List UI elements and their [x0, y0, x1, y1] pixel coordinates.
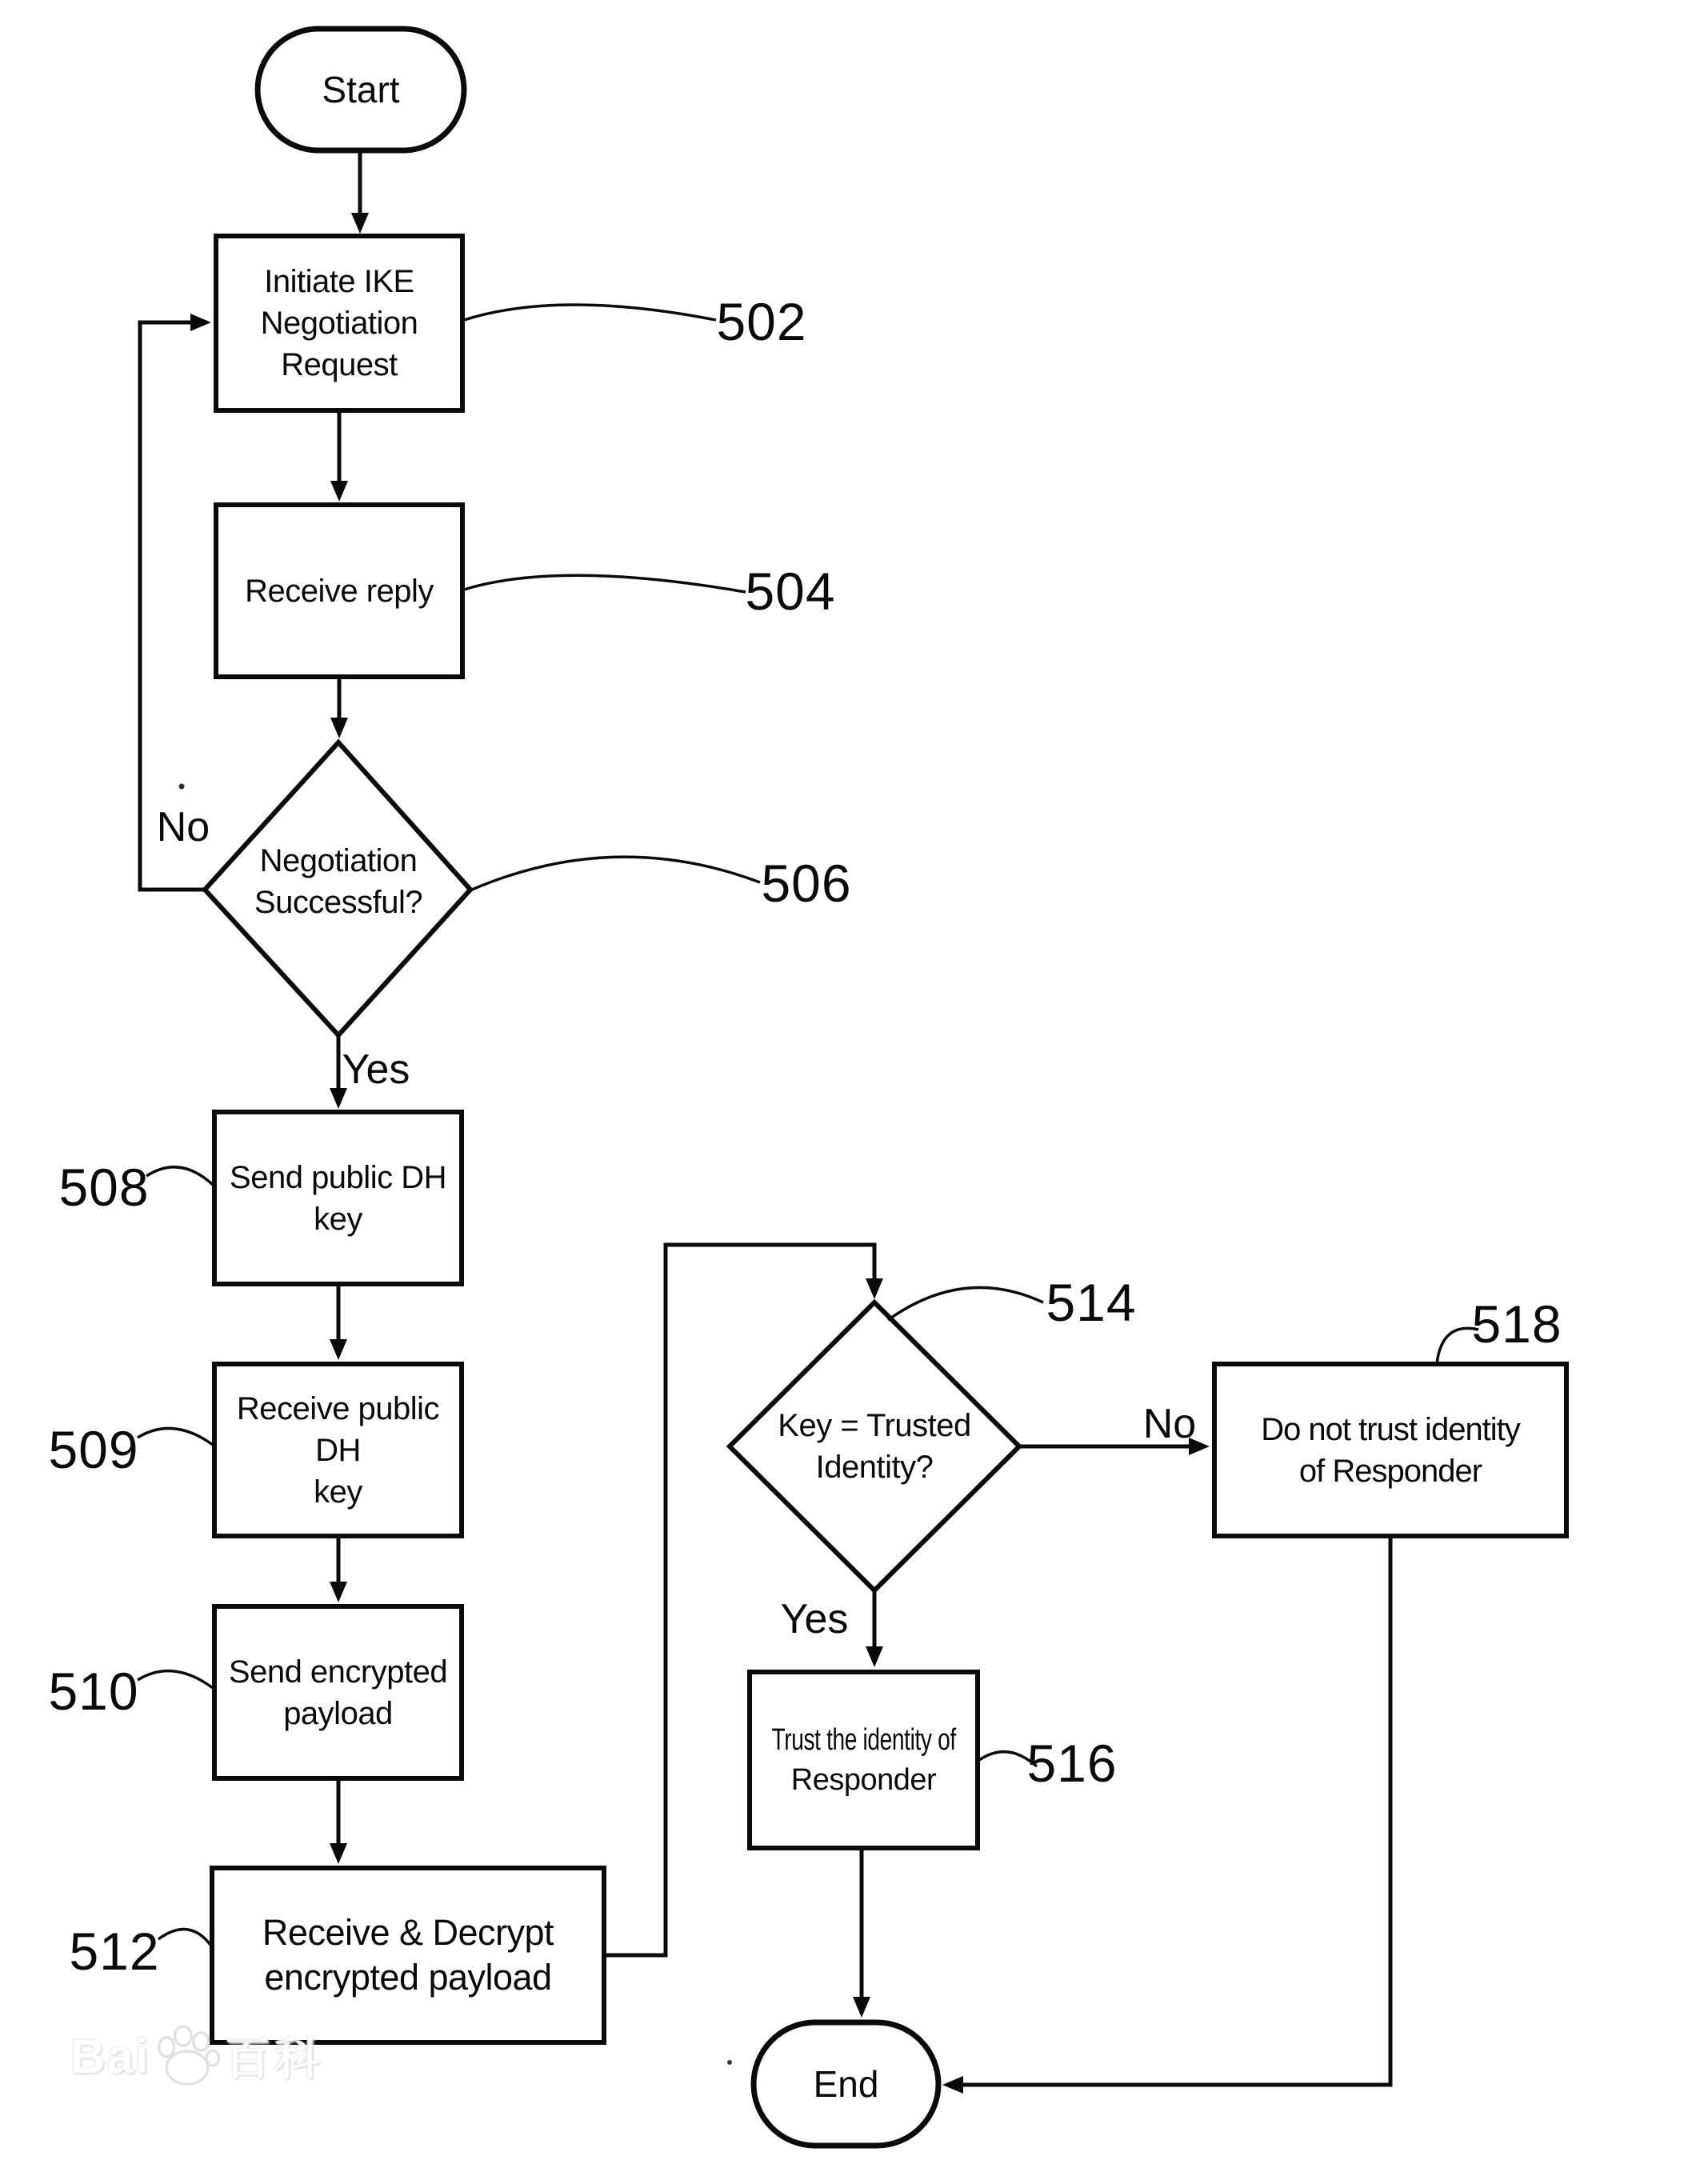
arrow-502-to-504 — [330, 410, 348, 502]
arrow-510-to-512 — [330, 1778, 347, 1864]
negotiation-successful-label — [218, 802, 458, 962]
start-text: Start — [322, 69, 400, 110]
key-trusted-line2: Identity? — [815, 1450, 934, 1485]
negotiation-line1: Negotiation — [259, 843, 418, 878]
receive-reply-line1: Receive reply — [245, 573, 434, 609]
end-terminator-label — [754, 2022, 938, 2146]
initiate-ike-line3: Request — [281, 347, 398, 382]
connector-518-to-end — [942, 1536, 1390, 2094]
do-not-trust-line1: Do not trust identity — [1261, 1411, 1520, 1447]
scan-speck — [727, 2060, 732, 2065]
arrow-509-to-510 — [330, 1536, 347, 1602]
receive-decrypt-line1: Receive & Decrypt — [262, 1912, 554, 1953]
leader-506 — [472, 857, 760, 890]
receive-decrypt-line2: encrypted payload — [264, 1957, 552, 1998]
receive-public-dh-line2: key — [314, 1474, 362, 1510]
initiate-ike-line1: Initiate IKE — [264, 264, 414, 299]
leader-512 — [158, 1930, 210, 1945]
leader-514 — [888, 1287, 1043, 1320]
end-text: End — [813, 2063, 879, 2105]
initiate-ike-label — [216, 236, 462, 410]
ref-509: 509 — [48, 1420, 139, 1479]
ref-512: 512 — [69, 1922, 160, 1981]
ref-502: 502 — [716, 292, 807, 351]
trust-identity-label — [750, 1672, 978, 1848]
send-public-dh-line1: Send public DH — [230, 1159, 446, 1195]
branch-506-no: No — [156, 804, 210, 850]
leader-508 — [146, 1167, 213, 1185]
leader-502 — [464, 305, 716, 320]
start-terminator-label — [258, 29, 464, 150]
send-public-dh-label — [214, 1112, 462, 1284]
trust-identity-line2: Responder — [790, 1763, 937, 1797]
watermark-cjk: 百科 — [225, 2034, 325, 2084]
ref-518: 518 — [1471, 1294, 1562, 1354]
baidu-baike-watermark — [70, 2030, 324, 2082]
arrow-514-yes-to-516 — [866, 1590, 883, 1667]
receive-decrypt-label — [212, 1868, 604, 2042]
receive-public-dh-line1: Receive public DH — [236, 1390, 440, 1468]
ref-504: 504 — [745, 562, 836, 621]
ref-510: 510 — [48, 1662, 139, 1721]
initiate-ike-line2: Negotiation — [260, 306, 418, 341]
branch-514-no: No — [1142, 1401, 1197, 1447]
branch-514-yes: Yes — [780, 1596, 849, 1642]
do-not-trust-label — [1214, 1364, 1566, 1536]
baidu-paw-icon — [153, 2025, 222, 2087]
receive-public-dh-label — [214, 1364, 462, 1536]
arrow-516-to-end — [853, 1848, 870, 2018]
send-encrypted-label — [214, 1606, 462, 1778]
branch-506-yes: Yes — [342, 1046, 410, 1093]
send-public-dh-line2: key — [314, 1201, 362, 1237]
send-encrypted-line1: Send encrypted — [228, 1654, 448, 1690]
watermark-latin: Bai — [70, 2029, 150, 2083]
arrow-504-to-506 — [330, 677, 348, 738]
scan-speck — [179, 784, 185, 790]
trust-identity-line1: Trust the identity of — [771, 1723, 956, 1757]
key-trusted-line1: Key = Trusted — [778, 1408, 971, 1443]
receive-reply-label — [216, 505, 462, 677]
arrow-start-to-502 — [351, 150, 369, 234]
ref-508: 508 — [58, 1158, 150, 1217]
send-encrypted-line2: payload — [283, 1695, 393, 1731]
key-trusted-label — [754, 1366, 994, 1526]
leader-509 — [138, 1428, 213, 1445]
negotiation-line2: Successful? — [254, 885, 423, 920]
ref-506: 506 — [761, 854, 852, 913]
ref-514: 514 — [1046, 1273, 1137, 1332]
leader-504 — [464, 575, 746, 592]
arrow-508-to-509 — [330, 1284, 347, 1360]
ref-516: 516 — [1026, 1734, 1118, 1793]
do-not-trust-line2: of Responder — [1298, 1453, 1482, 1489]
leader-510 — [138, 1671, 213, 1688]
